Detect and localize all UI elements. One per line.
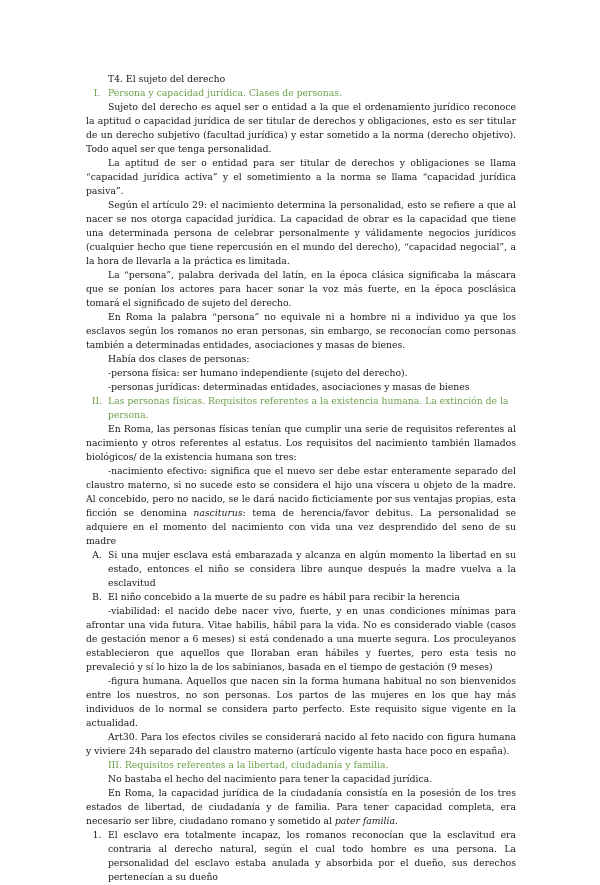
paragraph [86, 465, 516, 549]
list-marker: A. [92, 550, 102, 561]
document-content [86, 73, 516, 885]
italic-term: nasciturus [193, 508, 243, 519]
list-item-b [86, 591, 516, 605]
list-marker: 1. [92, 830, 102, 841]
section-heading-3: III. Requisitos referentes a la libertad, ciudadanía y familia. [108, 760, 389, 771]
italic-term: pater familia [334, 816, 395, 827]
paragraph-text: -nacimiento efectivo: significa que el nuevo ser debe estar enteramente separado del claustro materno, si no sucede esto se considera el hijo una víscera u objeto de la madre. Al concebido, pero no nacido, se le dará nacido ficticiamente por sus ventajas propias, esta ficción se denomina [86, 466, 516, 519]
paragraph-text: : tema de herencia/favor debitus. La personalidad se adquiere en el momento del nacimiento con vida una vez desprendido del seno de su madre [86, 508, 516, 547]
paragraph: En Roma la palabra “persona” no equivale ni a hombre ni a individuo ya que los esclavos según los romanos no eran personas, sin embargo, se reconocían como personas también a determinadas entidades, asociaciones y masas de bienes. [86, 312, 516, 351]
paragraph [86, 787, 516, 829]
list-item: -persona física: ser humano independiente (sujeto del derecho). [108, 368, 408, 379]
paragraph: Sujeto del derecho es aquel ser o entidad a la que el ordenamiento jurídico reconoce la aptitud o capacidad jurídica de ser titular de derechos y obligaciones, esto es ser titular de un derecho subjetivo (facultad jurídica) y estar sometido a la norma (derecho objetivo). Todo aquel ser que tenga personalidad. [86, 102, 516, 155]
document-title: T4. El sujeto del derecho [108, 74, 226, 85]
paragraph: La “persona”, palabra derivada del latín, en la época clásica significaba la máscara que se ponían los actores para hacer sonar la voz más fuerte, en la época posclásica tomará el significado de sujeto del derecho. [86, 270, 516, 309]
paragraph: -viabilidad: el nacido debe nacer vivo, fuerte, y en unas condiciones mínimas para afrontar una vida futura. Vitae habilis, hábil para la vida. No es considerado viable (casos de gestación menor a 6 meses) si está condenado a una muerte segura. Los proculeyanos establecieron que aquellos que lloraban eran hábiles y fuertes, pero esta tesis no prevaleció y sí lo hizo la de los sabinianos, basada en el tiempo de gestación (9 meses) [86, 606, 516, 673]
paragraph-text: . [394, 816, 398, 827]
list-marker: B. [92, 592, 102, 603]
paragraph: En Roma, las personas físicas tenían que cumplir una serie de requisitos referentes al nacimiento y otros referentes al estatus. Los requisitos del nacimiento también llamados biológicos/ de la existencia humana son tres: [86, 424, 516, 463]
list-item-1 [86, 829, 516, 885]
paragraph: Según el artículo 29: el nacimiento determina la personalidad, esto se refiere a que al nacer se nos otorga capacidad jurídica. La capacidad de obrar es la capacidad que tiene una determinada persona de celebrar personalmente y válidamente negocios jurídicos (cualquier hecho que tiene repercusión en el mundo del derecho), “capacidad negocial”, a la hora de llevarla a la práctica es limitada. [86, 200, 516, 267]
paragraph: Había dos clases de personas: [108, 354, 250, 365]
section-heading-1 [86, 87, 516, 101]
list-text: Si una mujer esclava está embarazada y alcanza en algún momento la libertad en su estado, entonces el niño se considera libre aunque después la madre vuelva a la esclavitud [108, 550, 516, 589]
section-number: II. [91, 396, 103, 407]
section-label: Las personas físicas. Requisitos referentes a la existencia humana. La extinción de la persona. [108, 396, 509, 421]
list-text: El esclavo era totalmente incapaz, los romanos reconocían que la esclavitud era contraria al derecho natural, según el cual todo hombre es una persona. La personalidad del esclavo estaba anulada y absorbida por el dueño, sus derechos pertenecían a su dueño [108, 830, 516, 883]
list-item: -personas jurídicas: determinadas entidades, asociaciones y masas de bienes [108, 382, 470, 393]
list-text: El niño concebido a la muerte de su padre es hábil para recibir la herencia [108, 592, 460, 603]
section-label: Persona y capacidad jurídica. Clases de personas. [108, 88, 342, 99]
paragraph: La aptitud de ser o entidad para ser titular de derechos y obligaciones se llama “capacidad jurídica activa” y el sometimiento a la norma se llama “capacidad jurídica pasiva”. [86, 158, 516, 197]
paragraph: No bastaba el hecho del nacimiento para tener la capacidad jurídica. [108, 774, 433, 785]
paragraph: Art30. Para los efectos civiles se considerará nacido al feto nacido con figura humana y viviere 24h separado del claustro materno (artículo vigente hasta hace poco en españa). [86, 732, 516, 757]
paragraph: -figura humana. Aquellos que nacen sin la forma humana habitual no son bienvenidos entre los nuestros, no son personas. Los partos de las mujeres en los que hay más individuos de lo normal se considera parto perfecto. Este requisito sigue vigente en la actualidad. [86, 676, 516, 729]
section-number: I. [93, 88, 101, 99]
paragraph-text: En Roma, la capacidad jurídica de la ciudadanía consistía en la posesión de los tres estados de libertad, de ciudadanía y de familia. Para tener capacidad completa, era necesario ser libre, ciudadano romano y sometido al [86, 788, 516, 827]
list-item-a [86, 549, 516, 591]
section-heading-2 [86, 395, 516, 423]
